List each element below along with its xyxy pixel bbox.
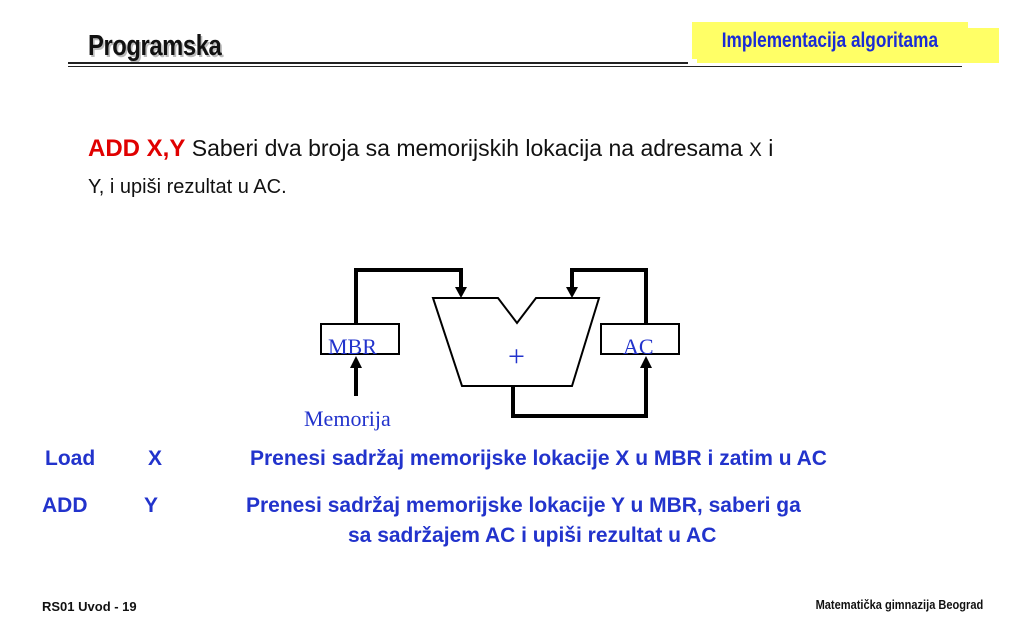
instr-add-text-line2: sa sadržajem AC i upiši rezultat u AC	[348, 524, 717, 547]
description-text-a: Saberi dva broja sa memorijskih lokacija na adresama	[185, 135, 750, 161]
instr-load-text: Prenesi sadržaj memorijske lokacije X u MBR i zatim u AC	[250, 447, 827, 470]
footer-institution	[786, 597, 983, 612]
footer-slide-number: RS01 Uvod - 19	[42, 599, 137, 614]
alu-operator: +	[508, 340, 525, 373]
mbr-label: MBR	[328, 334, 377, 359]
instruction-keyword: ADD X,Y	[88, 135, 186, 162]
memory-label: Memorija	[304, 406, 391, 431]
instr-load-operand: X	[148, 447, 163, 470]
mbr-to-alu-arrowhead	[455, 287, 467, 298]
instr-add-opcode: ADD	[42, 494, 88, 517]
instr-load-opcode: Load	[45, 447, 96, 470]
ac-label: AC	[623, 334, 654, 359]
ac-to-alu-arrowhead	[566, 287, 578, 298]
description-text-b: i	[761, 135, 774, 161]
footer-institution-label: Matematička gimnazija Beograd	[815, 597, 983, 612]
page-title: Programska	[88, 30, 222, 62]
instr-add-text-line1: Prenesi sadržaj memorijske lokacije Y u MBR, saberi ga	[246, 494, 801, 517]
description-text-c: Y, i upiši rezultat u AC.	[88, 176, 287, 198]
instr-add-operand: Y	[144, 494, 159, 517]
section-badge-label: Implementacija algoritama	[721, 29, 939, 52]
description-x: X	[749, 140, 762, 161]
